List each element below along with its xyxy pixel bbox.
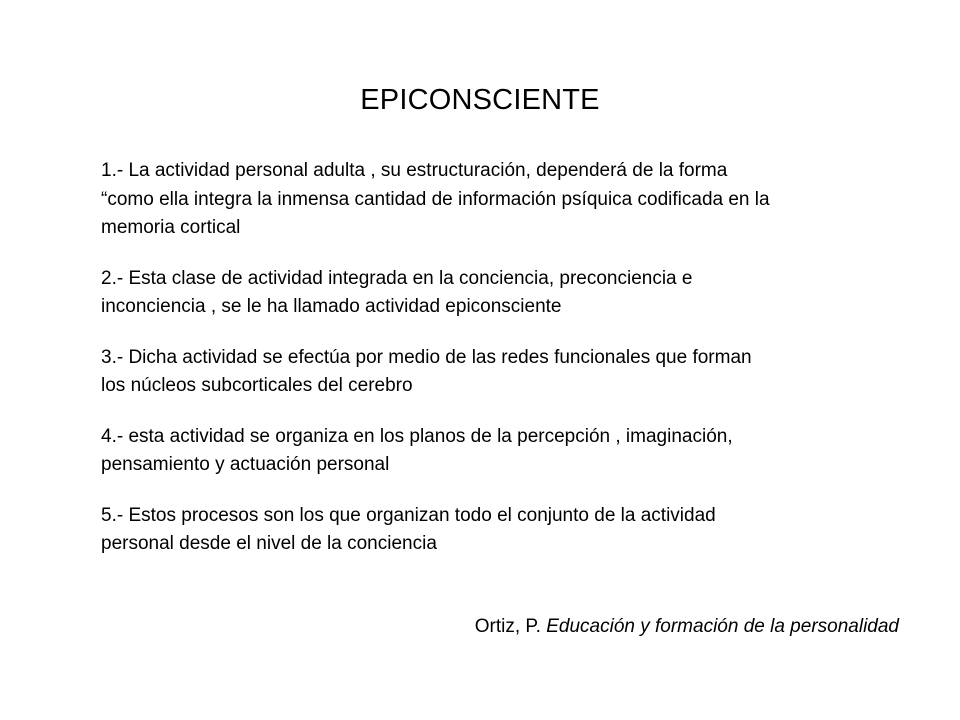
paragraph-line: los núcleos subcorticales del cerebro xyxy=(101,375,413,396)
paragraph-line: “como ella integra la inmensa cantidad de información psíquica codificada en la xyxy=(101,188,770,210)
paragraph-line: memoria cortical xyxy=(101,217,241,238)
paragraph-2 xyxy=(101,265,901,322)
paragraph-line: 4.- esta actividad se organiza en los planos de la percepción , imaginación, xyxy=(101,425,733,447)
citation-work-title: Educación y formación de la personalidad xyxy=(546,616,899,637)
slide-body xyxy=(101,157,901,581)
paragraph-line: 3.- Dicha actividad se efectúa por medio de las redes funcionales que forman xyxy=(101,346,752,368)
paragraph-line: personal desde el nivel de la conciencia xyxy=(101,533,437,554)
paragraph-line: 5.- Estos procesos son los que organizan todo el conjunto de la actividad xyxy=(101,504,716,526)
paragraph-line: 1.- La actividad personal adulta , su estructuración, dependerá de la forma xyxy=(101,160,728,181)
paragraph-1 xyxy=(101,157,901,243)
slide-title: EPICONSCIENTE xyxy=(360,84,600,116)
paragraph-line: 2.- Esta clase de actividad integrada en la conciencia, preconciencia e xyxy=(101,267,693,289)
paragraph-line: pensamiento y actuación personal xyxy=(101,454,390,475)
citation-author: Ortiz, P. xyxy=(474,616,547,637)
paragraph-4 xyxy=(101,423,901,480)
paragraph-5 xyxy=(101,502,901,559)
paragraph-line: inconciencia , se le ha llamado actividad epiconsciente xyxy=(101,296,562,317)
citation xyxy=(475,613,899,641)
paragraph-3 xyxy=(101,344,901,401)
